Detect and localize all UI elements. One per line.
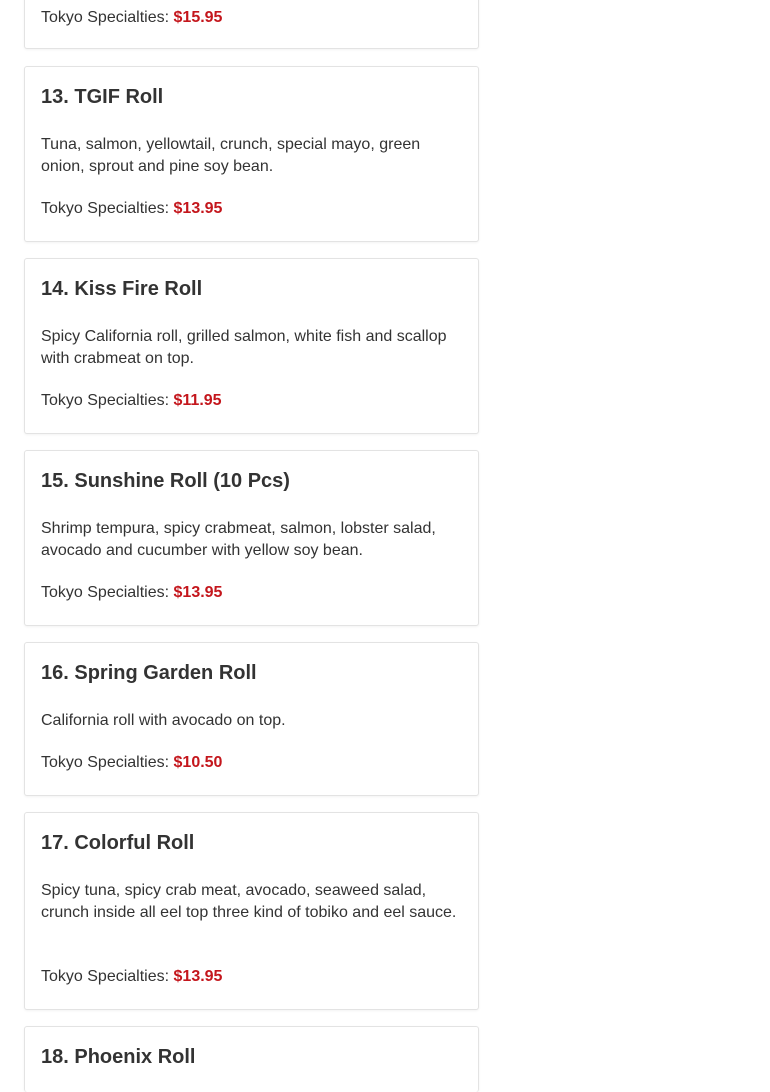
item-description: Tuna, salmon, yellowtail, crunch, special mayo, green onion, sprout and pine soy bean. bbox=[41, 136, 421, 175]
price-line bbox=[41, 390, 222, 412]
menu-item-card[interactable] bbox=[24, 812, 479, 1010]
item-description: Spicy tuna, spicy crab meat, avocado, seaweed salad, crunch inside all eel top three kind of tobiko and eel sauce. bbox=[41, 882, 457, 921]
price-line bbox=[41, 582, 222, 604]
price-line bbox=[41, 7, 222, 29]
item-title: 17. Colorful Roll bbox=[41, 832, 195, 854]
menu-item-card[interactable] bbox=[24, 66, 479, 242]
price-line bbox=[41, 966, 222, 988]
price-label: Tokyo Specialties: bbox=[41, 754, 170, 771]
item-title: 13. TGIF Roll bbox=[41, 86, 164, 108]
item-description: Spicy California roll, grilled salmon, white fish and scallop with crabmeat on top. bbox=[41, 328, 447, 367]
price-value: $11.95 bbox=[173, 392, 222, 409]
price-label: Tokyo Specialties: bbox=[41, 584, 170, 601]
item-title: 15. Sunshine Roll (10 Pcs) bbox=[41, 470, 290, 492]
price-value: $15.95 bbox=[173, 9, 223, 26]
item-title: 16. Spring Garden Roll bbox=[41, 662, 257, 684]
price-line bbox=[41, 198, 222, 220]
item-description: Shrimp tempura, spicy crabmeat, salmon, lobster salad, avocado and cucumber with yellow soy bean. bbox=[41, 520, 436, 559]
item-title: 14. Kiss Fire Roll bbox=[41, 278, 203, 300]
menu-item-card[interactable] bbox=[24, 1026, 479, 1092]
price-line bbox=[41, 752, 222, 774]
price-label: Tokyo Specialties: bbox=[41, 9, 170, 26]
item-description: California roll with avocado on top. bbox=[41, 712, 286, 729]
price-value: $13.95 bbox=[173, 968, 223, 985]
menu-item-card[interactable] bbox=[24, 0, 479, 49]
price-value: $13.95 bbox=[173, 584, 223, 601]
item-title: 18. Phoenix Roll bbox=[41, 1046, 196, 1068]
menu-item-card[interactable] bbox=[24, 450, 479, 626]
menu-item-card[interactable] bbox=[24, 642, 479, 796]
price-value: $10.50 bbox=[173, 754, 223, 771]
price-label: Tokyo Specialties: bbox=[41, 968, 170, 985]
menu-item-card[interactable] bbox=[24, 258, 479, 434]
price-value: $13.95 bbox=[173, 200, 223, 217]
price-label: Tokyo Specialties: bbox=[41, 392, 170, 409]
price-label: Tokyo Specialties: bbox=[41, 200, 170, 217]
